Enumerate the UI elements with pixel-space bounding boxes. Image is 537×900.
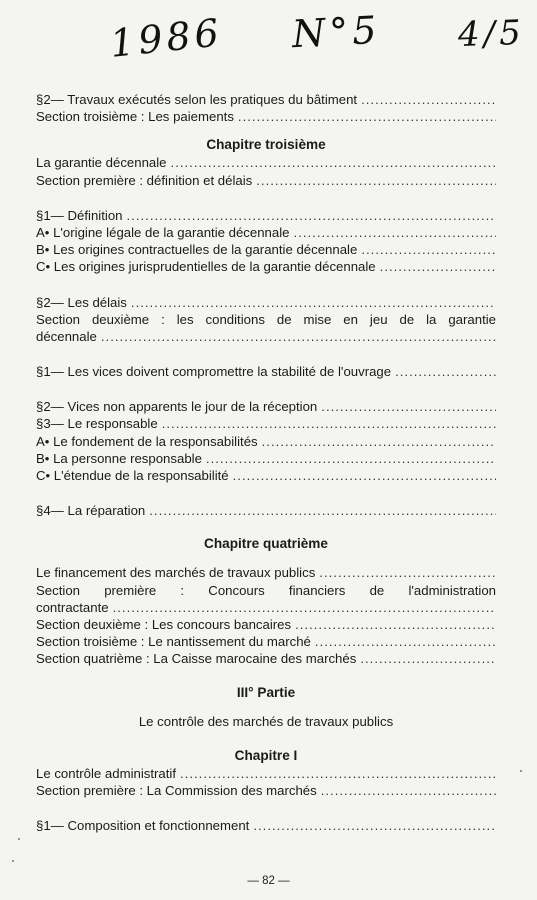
toc-entry: Section première : Concours financiers de l'administration <box>36 582 496 598</box>
toc-entry: Section première : La Commission des marchés ..... <box>36 782 496 799</box>
toc-entry: Section troisième : Le nantissement du marché ..... <box>36 633 496 650</box>
part-heading: III° Partie <box>236 684 296 700</box>
toc-entry: Section quatrième : La Caisse marocaine des marchés ..... <box>36 650 496 667</box>
toc-entry: Le financement des marchés de travaux publics ..... <box>36 564 496 581</box>
toc-entry: B• La personne responsable ..... <box>36 450 496 467</box>
handwritten-annotation <box>0 6 537 76</box>
toc-entry: §1— Les vices doivent compromettre la stabilité de l'ouvrage ..... <box>36 363 496 380</box>
toc-entry: La garantie décennale ..... <box>36 154 496 171</box>
toc-entry: §3— Le responsable ..... <box>36 415 496 432</box>
chapter-heading: Chapitre quatrième <box>204 536 328 552</box>
toc-entry: A• Le fondement de la responsabilités ..... <box>36 433 496 450</box>
toc-entry: C• Les origines jurisprudentielles de la garantie décennale ..... <box>36 258 496 275</box>
toc-entry: Section deuxième : les conditions de mise en jeu de la garantie <box>36 311 496 327</box>
handwritten-number: N°5 <box>290 7 382 57</box>
toc-entry: §1— Composition et fonctionnement ..... <box>36 817 496 834</box>
toc-entry: contractante ..... <box>36 599 496 616</box>
toc-entry: §1— Définition ..... <box>36 207 496 224</box>
toc-entry: §2— Vices non apparents le jour de la réception ..... <box>36 398 496 415</box>
toc-entry: Section deuxième : Les concours bancaires ..... <box>36 616 496 633</box>
table-of-contents <box>36 91 496 834</box>
toc-entry: Section première : définition et délais ..... <box>36 172 496 189</box>
chapter-heading: Chapitre I <box>234 747 298 763</box>
toc-entry: décennale ..... <box>36 328 496 345</box>
handwritten-year: 1986 <box>108 10 225 66</box>
toc-entry: §4— La réparation ..... <box>36 502 496 519</box>
toc-entry: B• Les origines contractuelles de la garantie décennale ..... <box>36 241 496 258</box>
handwritten-fraction: 4/5 <box>457 12 526 56</box>
page-number: — 82 — <box>247 875 290 887</box>
toc-entry: §2— Les délais ..... <box>36 294 496 311</box>
toc-entry: C• L'étendue de la responsabilité ..... <box>36 467 496 484</box>
toc-entry: §2— Travaux exécutés selon les pratiques du bâtiment ..... <box>36 91 496 108</box>
toc-entry: Section troisième : Les paiements ..... <box>36 108 496 125</box>
chapter-heading: Chapitre troisième <box>206 137 326 153</box>
part-title: Le contrôle des marchés de travaux publics <box>138 713 394 729</box>
toc-entry: A• L'origine légale de la garantie décennale ..... <box>36 224 496 241</box>
toc-entry: Le contrôle administratif ..... <box>36 765 496 782</box>
